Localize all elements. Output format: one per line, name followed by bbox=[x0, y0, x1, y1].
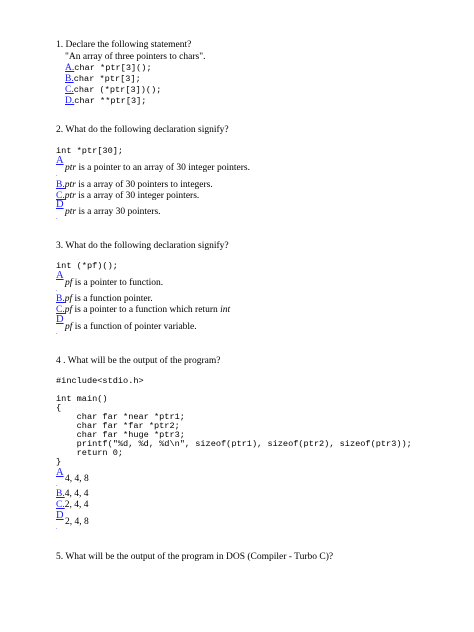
option-text: is a array 30 pointers. bbox=[76, 207, 161, 217]
q1-statement: "An array of three pointers to chars". bbox=[65, 52, 206, 62]
option-var: pf bbox=[65, 278, 73, 288]
q4-option-b[interactable] bbox=[56, 489, 88, 499]
option-code: char *ptr[3](); bbox=[74, 63, 152, 73]
q4-option-c[interactable] bbox=[56, 500, 88, 510]
option-dot: . bbox=[56, 330, 58, 336]
option-letter[interactable]: D bbox=[56, 314, 64, 325]
q2-option-a-text bbox=[65, 163, 250, 173]
q3-title: 3. What do the following declaration signify? bbox=[56, 241, 229, 251]
code-line: { bbox=[56, 403, 62, 413]
option-letter[interactable]: B. bbox=[65, 74, 74, 84]
code-line: char far *far *ptr2; bbox=[56, 421, 180, 431]
option-text: is a pointer to an array of 30 integer pointers. bbox=[76, 163, 250, 173]
q4-title: 4 . What will be the output of the program? bbox=[56, 356, 221, 366]
code-line: #include<stdio.h> bbox=[56, 376, 144, 386]
option-code: char (*ptr[3])(); bbox=[73, 85, 162, 95]
option-letter[interactable]: B. bbox=[56, 489, 65, 499]
option-letter[interactable]: A bbox=[56, 155, 64, 166]
q5-title: 5. What will be the output of the program in DOS (Compiler - Turbo C)? bbox=[56, 552, 334, 562]
option-dot: . bbox=[56, 525, 58, 531]
option-letter[interactable]: A bbox=[56, 270, 64, 281]
option-var: ptr bbox=[65, 207, 77, 217]
q4-option-a[interactable] bbox=[56, 467, 64, 478]
code-line: int main() bbox=[56, 394, 108, 404]
code-line: return 0; bbox=[56, 448, 124, 458]
option-dot: . bbox=[56, 482, 58, 488]
option-letter[interactable]: D bbox=[56, 510, 64, 521]
q3-option-a[interactable] bbox=[56, 270, 64, 281]
option-return-type: int bbox=[220, 305, 231, 315]
option-letter[interactable]: A. bbox=[65, 63, 75, 73]
option-letter[interactable]: C. bbox=[56, 500, 65, 510]
option-text: is a array of 30 pointers to integers. bbox=[75, 180, 213, 190]
q2-option-b[interactable] bbox=[56, 180, 213, 190]
option-var: ptr bbox=[64, 191, 76, 201]
option-letter[interactable]: C. bbox=[65, 85, 74, 95]
option-text: is a pointer to a function which return bbox=[72, 305, 221, 315]
q3-option-d-text bbox=[65, 322, 197, 332]
q2-option-c[interactable] bbox=[56, 191, 199, 201]
option-letter[interactable]: D bbox=[56, 199, 64, 210]
q3-option-c[interactable] bbox=[56, 305, 230, 315]
option-letter[interactable]: B. bbox=[56, 294, 65, 304]
q2-title: 2. What do the following declaration signify? bbox=[56, 125, 229, 135]
q4-option-a-text: 4, 4, 8 bbox=[65, 474, 89, 484]
q1-option-b[interactable] bbox=[65, 74, 141, 84]
q4-option-d-text: 2, 4, 8 bbox=[65, 517, 89, 527]
q3-code: int (*pf)(); bbox=[56, 261, 118, 271]
q1-option-a[interactable] bbox=[65, 63, 152, 73]
option-text: is a array of 30 integer pointers. bbox=[75, 191, 200, 201]
code-line: char far *huge *ptr3; bbox=[56, 430, 185, 440]
q1-title: 1. Declare the following statement? bbox=[56, 40, 192, 50]
option-text: 4, 4, 4 bbox=[64, 489, 89, 499]
option-var: pf bbox=[64, 294, 73, 304]
code-line: char far *near *ptr1; bbox=[56, 412, 185, 422]
q2-code: int *ptr[30]; bbox=[56, 146, 124, 156]
option-letter[interactable]: B. bbox=[56, 180, 65, 190]
option-text: is a function pointer. bbox=[72, 294, 153, 304]
q3-option-b[interactable] bbox=[56, 294, 153, 304]
option-var: ptr bbox=[64, 180, 76, 190]
option-dot: . bbox=[56, 215, 58, 221]
option-dot: . bbox=[56, 287, 58, 293]
q2-option-d-text bbox=[65, 207, 161, 217]
option-var: ptr bbox=[65, 163, 77, 173]
q3-option-a-text bbox=[65, 278, 163, 288]
option-letter[interactable]: C. bbox=[56, 305, 65, 315]
q3-option-d[interactable] bbox=[56, 314, 64, 325]
option-letter[interactable]: D. bbox=[65, 96, 75, 106]
option-text: is a function of pointer variable. bbox=[72, 322, 197, 332]
option-letter[interactable]: C. bbox=[56, 191, 65, 201]
option-code: char **ptr[3]; bbox=[74, 96, 147, 106]
q2-option-d[interactable] bbox=[56, 199, 64, 210]
option-code: char *ptr[3]; bbox=[73, 74, 141, 84]
option-letter[interactable]: A bbox=[56, 467, 64, 478]
option-dot: . bbox=[56, 172, 58, 178]
option-text: 2, 4, 4 bbox=[64, 500, 89, 510]
q2-option-a[interactable] bbox=[56, 155, 64, 166]
q4-option-d[interactable] bbox=[56, 510, 64, 521]
option-var: pf bbox=[64, 305, 73, 315]
code-line: } bbox=[56, 457, 62, 467]
option-text: is a pointer to function. bbox=[72, 278, 164, 288]
code-line: printf("%d, %d, %d\n", sizeof(ptr1), sizeof(ptr2), sizeof(ptr3)); bbox=[56, 439, 412, 449]
q1-option-d[interactable] bbox=[65, 96, 146, 106]
q1-option-c[interactable] bbox=[65, 85, 161, 95]
option-var: pf bbox=[65, 322, 73, 332]
